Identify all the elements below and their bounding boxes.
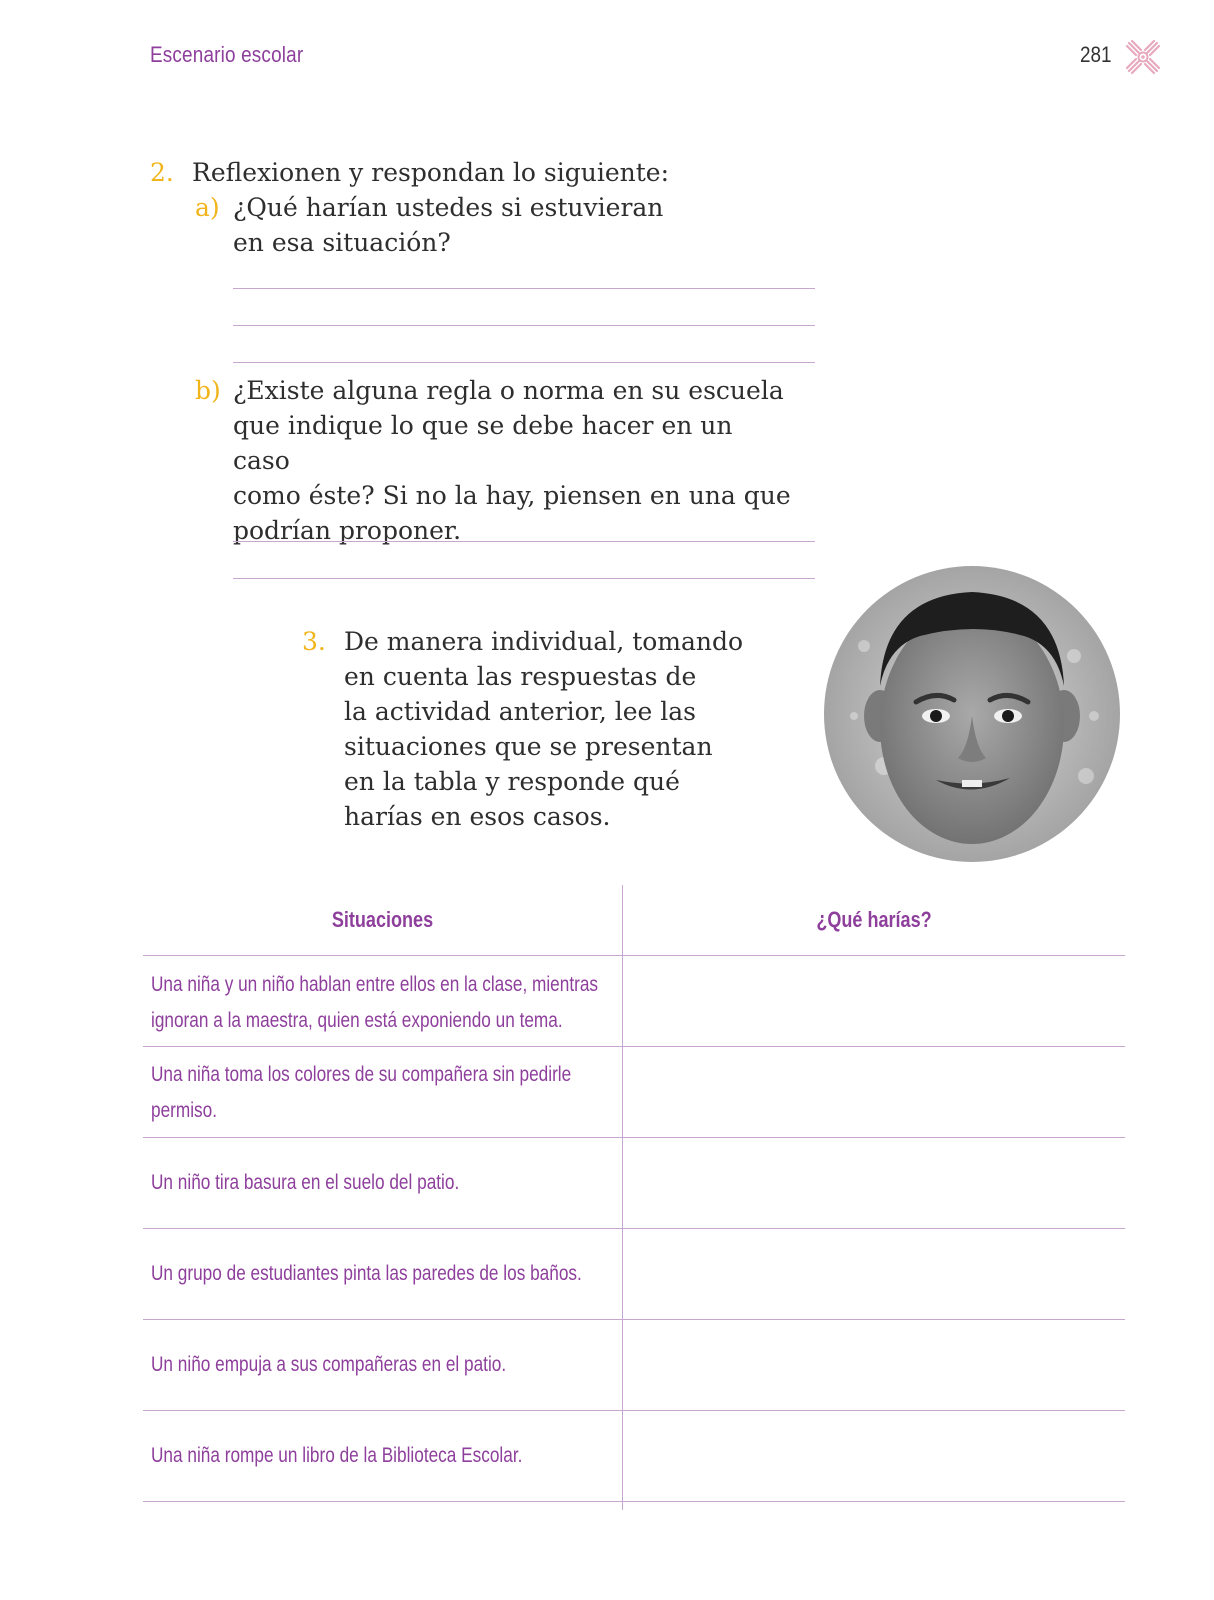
situation-text: ignoran a la maestra, quien está exponiendo un tema. <box>151 1009 563 1032</box>
question-2a-line: en esa situación? <box>233 228 451 257</box>
question-3-text <box>344 624 764 834</box>
question-3-line: en la tabla y responde qué <box>344 767 680 796</box>
table-row <box>151 1347 610 1383</box>
table-row <box>151 1256 610 1292</box>
table-rule <box>143 1319 1125 1320</box>
answer-line[interactable] <box>233 325 815 326</box>
question-3-line: en cuenta las respuestas de <box>344 662 697 691</box>
question-2a-letter: a) <box>195 193 220 222</box>
question-2b-line: como éste? Si no la hay, piensen en una que <box>233 481 791 510</box>
table-rule <box>143 1410 1125 1411</box>
table-rule <box>143 1228 1125 1229</box>
table-row <box>151 1438 610 1474</box>
table-header-what-would-you-do: ¿Qué harías? <box>816 907 932 932</box>
table-rule <box>143 1046 1125 1047</box>
question-3-line: De manera individual, tomando <box>344 627 744 656</box>
answer-line[interactable] <box>233 578 815 579</box>
table-row <box>151 1057 610 1129</box>
situation-text: Un niño empuja a sus compañeras en el patio. <box>151 1353 507 1376</box>
table-header-situations: Situaciones <box>331 907 434 932</box>
section-title: Escenario escolar <box>150 42 304 67</box>
question-2b-line: que indique lo que se debe hacer en un caso <box>233 411 733 475</box>
question-2a-line: ¿Qué harían ustedes si estuvieran <box>233 193 664 222</box>
table-rule <box>143 1501 1125 1502</box>
question-2-number: 2. <box>150 158 174 187</box>
table-row <box>151 1165 610 1201</box>
question-2b-letter: b) <box>195 376 221 405</box>
answer-line[interactable] <box>233 288 815 289</box>
asterisk-logo-icon <box>1124 38 1162 76</box>
child-portrait-photo <box>824 566 1120 862</box>
table-rule <box>143 1137 1125 1138</box>
situation-text: Un grupo de estudiantes pinta las paredes de los baños. <box>151 1262 582 1285</box>
question-2-prompt: Reflexionen y respondan lo siguiente: <box>192 158 670 187</box>
question-2b-line: podrían proponer. <box>233 516 462 545</box>
table-row <box>151 967 610 1039</box>
situations-table <box>143 885 1125 1510</box>
question-2b-text <box>233 373 793 548</box>
question-3-line: situaciones que se presentan <box>344 732 713 761</box>
situation-text: Una niña rompe un libro de la Biblioteca Escolar. <box>151 1444 523 1467</box>
situation-text: Una niña y un niño hablan entre ellos en la clase, mientras <box>151 973 599 996</box>
question-3-number: 3. <box>302 627 326 656</box>
question-3-line: harías en esos casos. <box>344 802 611 831</box>
situation-text: Un niño tira basura en el suelo del patio. <box>151 1171 460 1194</box>
question-3-line: la actividad anterior, lee las <box>344 697 696 726</box>
question-2a-text <box>233 190 753 260</box>
situation-text: Una niña toma los colores de su compañera sin pedirle <box>151 1063 572 1086</box>
answer-line[interactable] <box>233 362 815 363</box>
question-2b-line: ¿Existe alguna regla o norma en su escuela <box>233 376 784 405</box>
situation-text: permiso. <box>151 1099 218 1122</box>
page-number: 281 <box>1080 42 1112 67</box>
table-column-divider <box>622 885 623 1510</box>
table-rule <box>143 955 1125 956</box>
answer-line[interactable] <box>233 541 815 542</box>
